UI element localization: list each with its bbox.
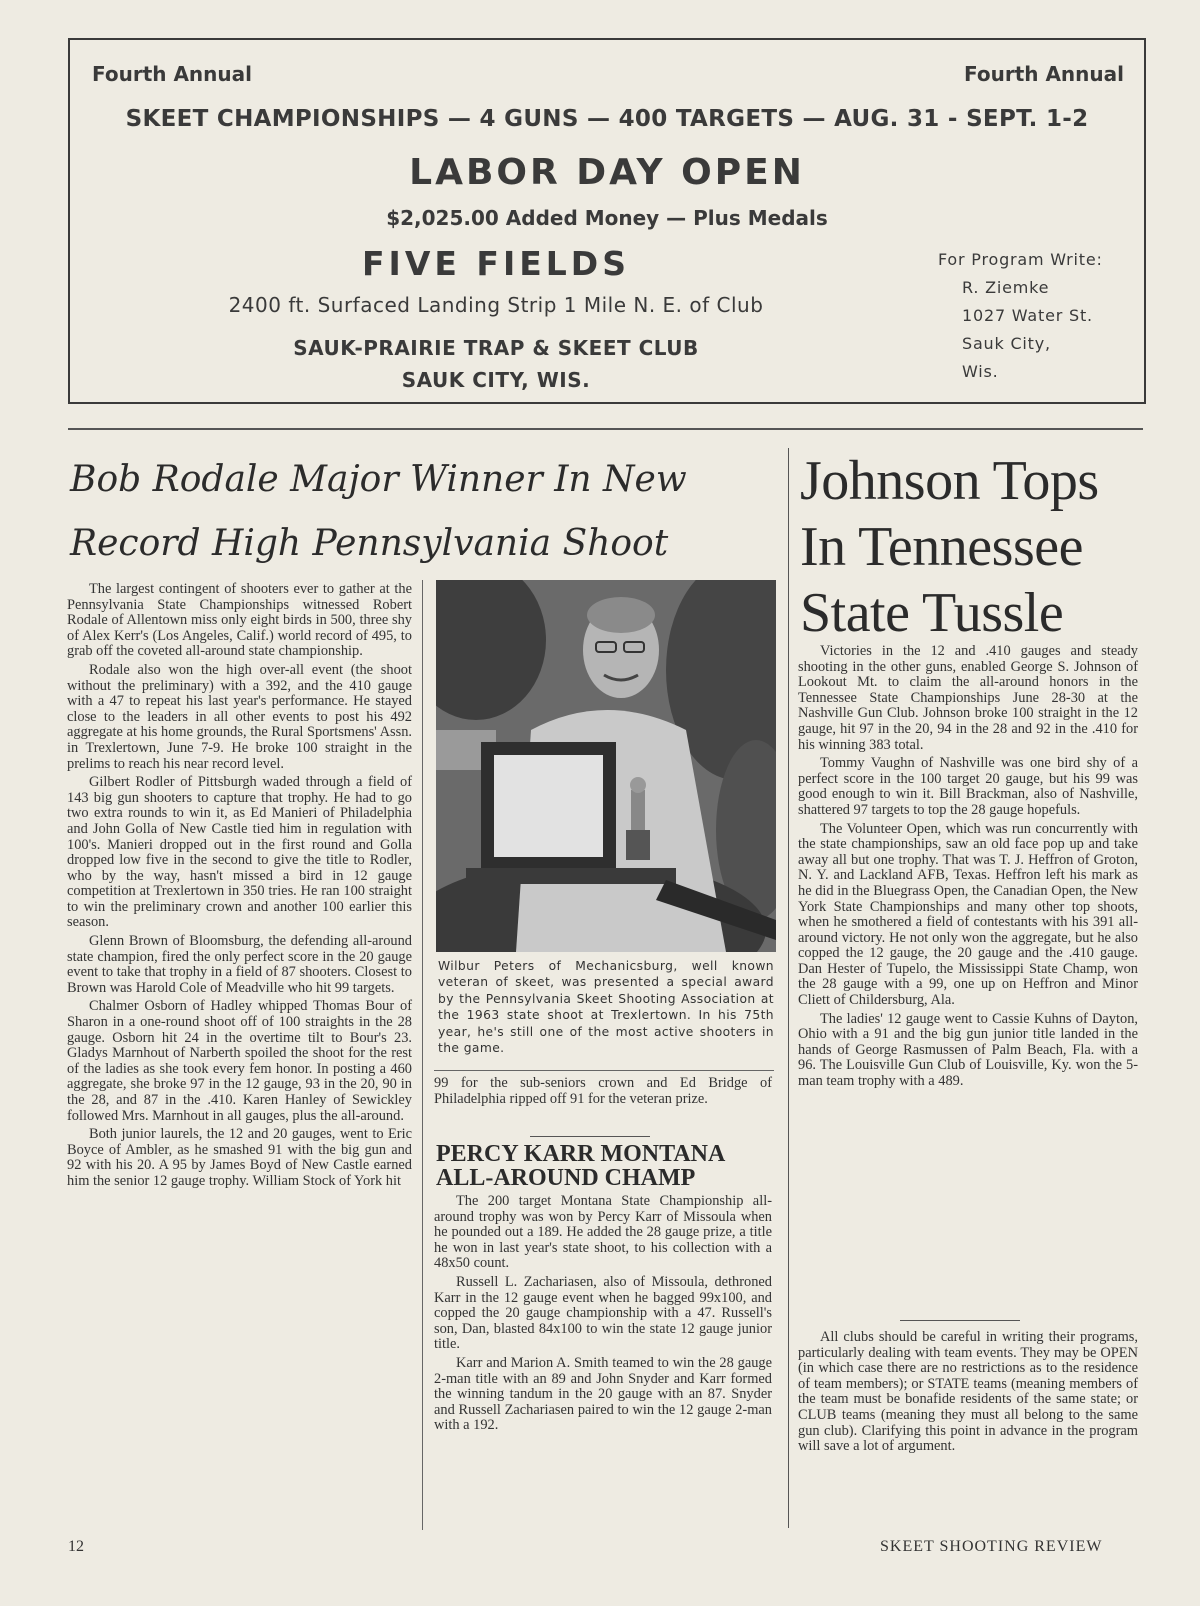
- headline-line: ALL-AROUND CHAMP: [436, 1165, 696, 1191]
- paragraph: Victories in the 12 and .410 gauges and steady shooting in the other guns, enabled George S. Johnson of Lookout Mt. to claim the all-around honors in the Tennessee State Championships June 28-30 at the Nashville Gun Club. Johnson broke 100 straight in the 12 gauge, hit 97 in the 20, 94 in the 28 and 92 in the .410 for his winning 383 total.: [798, 643, 1138, 753]
- photo-illustration: [436, 580, 776, 952]
- column-rule: [422, 580, 423, 1530]
- ad-event-line: SKEET CHAMPIONSHIPS — 4 GUNS — 400 TARGETS — AUG. 31 - SEPT. 1-2: [125, 106, 1089, 132]
- photo-caption: Wilbur Peters of Mechanicsburg, well known veteran of skeet, was presented a special award by the Pennsylvania Skeet Shooting Association at the 1963 state shoot at Trexlertown. In his 75th year, he's still one of the most active shooters in the game.: [438, 959, 774, 1056]
- advertisement-box: [68, 38, 1146, 404]
- headline-line: PERCY KARR MONTANA: [436, 1141, 726, 1167]
- paragraph: Rodale also won the high over-all event (the shoot without the preliminary) with a 392, and the 410 gauge with a 47 to repeat his last year's performance. He stayed close to the leaders in all other events to post his 492 aggregate at his home grounds, the Rural Sportsmens' Assn. in Trexlertown, June 7-9. He broke 100 straight in the prelims to reach his near record level.: [67, 661, 412, 772]
- magazine-name: SKEET SHOOTING REVIEW: [880, 1538, 1103, 1555]
- section-rule: [900, 1320, 1020, 1321]
- paragraph: Russell L. Zachariasen, also of Missoula, dethroned Karr in the 12 gauge event when he bagged 99x100, and copped the 20 gauge championship with a 47. Russell's son, Dan, blasted 84x100 to win the state 12 gauge junior title.: [434, 1273, 772, 1353]
- ad-contact-line: For Program Write:: [938, 250, 1103, 269]
- headline-line: State Tussle: [800, 582, 1064, 644]
- headline-line: In Tennessee: [800, 516, 1083, 578]
- paragraph: Chalmer Osborn of Hadley whipped Thomas Bour of Sharon in a one-round shoot off of 100 straights in the 28 gauge. Osborn hit 24 in the overtime tilt to Bour's 23. Gladys Marnhout of Narberth spoiled the shoot for the rest of the ladies as she took every fem honor. In posting a 460 aggregate, she broke 97 in the 12 gauge, 93 in the 20, 90 in the 28, and 87 in the .410. Karen Hanley of Sewickley followed Mrs. Marnhout in all gauges, plus the all-around.: [67, 998, 412, 1124]
- headline-line: Johnson Tops: [800, 450, 1099, 512]
- paragraph: Glenn Brown of Bloomsburg, the defending all-around state champion, fired the only perfect score in the 20 gauge event to take that trophy in a field of 87 shooters. Closest to Brown was Harold Cole of Meadville who hit 99 targets.: [67, 933, 412, 996]
- paragraph: The 200 target Montana State Championship all-around trophy was won by Percy Karr of Missoula when he pounded out a 189. He added the 28 gauge prize, a title he won in last year's state shoot, to his collection with a 48x50 count.: [434, 1193, 772, 1272]
- paragraph: All clubs should be careful in writing their programs, particularly dealing with team events. They may be OPEN (in which case there are no restrictions as to the residence of team members); or STATE teams (meaning members of the team must be bonafide residents of the same state; or CLUB teams (meaning they must all belong to the same gun club). Clarifying this point in advance in the program will save a lot of argument.: [798, 1329, 1138, 1455]
- article-column: [434, 1194, 772, 1437]
- photo-award-presentation: [436, 580, 776, 952]
- horizontal-rule: [434, 1070, 774, 1071]
- ad-prize-money: $2,025.00 Added Money — Plus Medals: [386, 206, 828, 230]
- article-column: [798, 644, 1138, 1093]
- headline-line: Bob Rodale Major Winner In New: [70, 459, 687, 500]
- ad-title: LABOR DAY OPEN: [409, 152, 805, 193]
- ad-corner-right: Fourth Annual: [964, 62, 1124, 86]
- paragraph: The ladies' 12 gauge went to Cassie Kuhns of Dayton, Ohio with a 91 and the big gun junior title landed in the hands of George Rasmussen of Palm Beach, Fla. with a 96. The Louisville Gun Club of Louisville, Ky. won the 5-man team trophy with a 489.: [798, 1010, 1138, 1090]
- ad-contact-line: R. Ziemke: [962, 278, 1050, 297]
- paragraph: 99 for the sub-seniors crown and Ed Bridge of Philadelphia ripped off 91 for the veteran prize.: [434, 1075, 772, 1107]
- article-headline: [436, 1142, 776, 1190]
- paragraph: Karr and Marion A. Smith teamed to win the 28 gauge 2-man title with an 89 and John Snyder and Karr formed the winning tandum in the 20 gauge with an 87. Snyder and Russell Zachariasen paired to win the 12 gauge 2-man with a 192.: [434, 1354, 772, 1434]
- headline-line: Record High Pennsylvania Shoot: [70, 523, 669, 564]
- ad-contact: [938, 246, 1103, 386]
- ad-club-name: SAUK-PRAIRIE TRAP & SKEET CLUB: [293, 336, 699, 360]
- paragraph: The Volunteer Open, which was run concurrently with the state championships, saw an old face pop up and take away all but one trophy. That was T. J. Heffron of Groton, N. Y. and Lackland AFB, Texas. Heffron left his mark as he did in the Bluegrass Open, the Canadian Open, the New York State Championships and many other top shoots, when he smothered a field of contestants with his 391 all-around victory. He not only won the aggregate, but he also copped the 12 gauge, the 20 gauge and the .410 gauge. Dan Hester of Tupelo, the Mississippi State Champ, won the 28 gauge with a 99, one up on Heffron and Minor Cliett of Childersburg, Ala.: [798, 820, 1138, 1009]
- paragraph: Tommy Vaughn of Nashville was one bird shy of a perfect score in the 100 target 20 gauge, but his 99 was good enough to win it. Bill Brackman, also of Nashville, shattered 97 targets to top the 28 gauge hopefuls.: [798, 755, 1138, 818]
- column-rule: [788, 448, 789, 1528]
- paragraph: Gilbert Rodler of Pittsburgh waded through a field of 143 big gun shooters to capture that trophy. He had to go two extra rounds to win it, as Ed Manieri of Philadelphia and John Golla of New Castle tied him in regulation with 100's. Manieri dropped out in the first round and Golla dropped low five in the second to give the title to Rodler, who by the way, hasn't missed a bird in 12 gauge competition at Trexlertown in 350 tries. He ran 100 straight to win the preliminary crown and another 100 earlier this season.: [67, 774, 412, 931]
- paragraph: Both junior laurels, the 12 and 20 gauges, went to Eric Boyce of Ambler, as he smashed 91 with the big gun and 92 with his 20. A 95 by James Boyd of New Castle earned him the senior 12 gauge trophy. William Stock of York hit: [67, 1126, 412, 1189]
- ad-contact-line: Sauk City,: [962, 334, 1051, 353]
- article-headline: [70, 448, 770, 576]
- ad-corner-left: Fourth Annual: [92, 62, 252, 86]
- ad-contact-line: 1027 Water St.: [962, 306, 1093, 325]
- horizontal-rule: [68, 428, 1143, 430]
- ad-contact-line: Wis.: [962, 362, 999, 381]
- section-rule: [530, 1136, 650, 1137]
- ad-club-city: SAUK CITY, WIS.: [401, 368, 591, 392]
- notice-column: [798, 1330, 1138, 1458]
- article-column: [434, 1076, 772, 1110]
- article-column: [67, 582, 412, 1193]
- ad-fields: FIVE FIELDS: [362, 244, 630, 283]
- article-headline: [800, 448, 1140, 646]
- page-number: 12: [68, 1538, 84, 1555]
- paragraph: The largest contingent of shooters ever to gather at the Pennsylvania State Championships witnessed Robert Rodale of Allentown miss only eight birds in 500, three shy of Alex Kerr's (Los Angeles, Calif.) world record of 495, to grab off the coveted all-around state championship.: [67, 581, 412, 660]
- ad-landing-strip: 2400 ft. Surfaced Landing Strip 1 Mile N. E. of Club: [228, 293, 764, 317]
